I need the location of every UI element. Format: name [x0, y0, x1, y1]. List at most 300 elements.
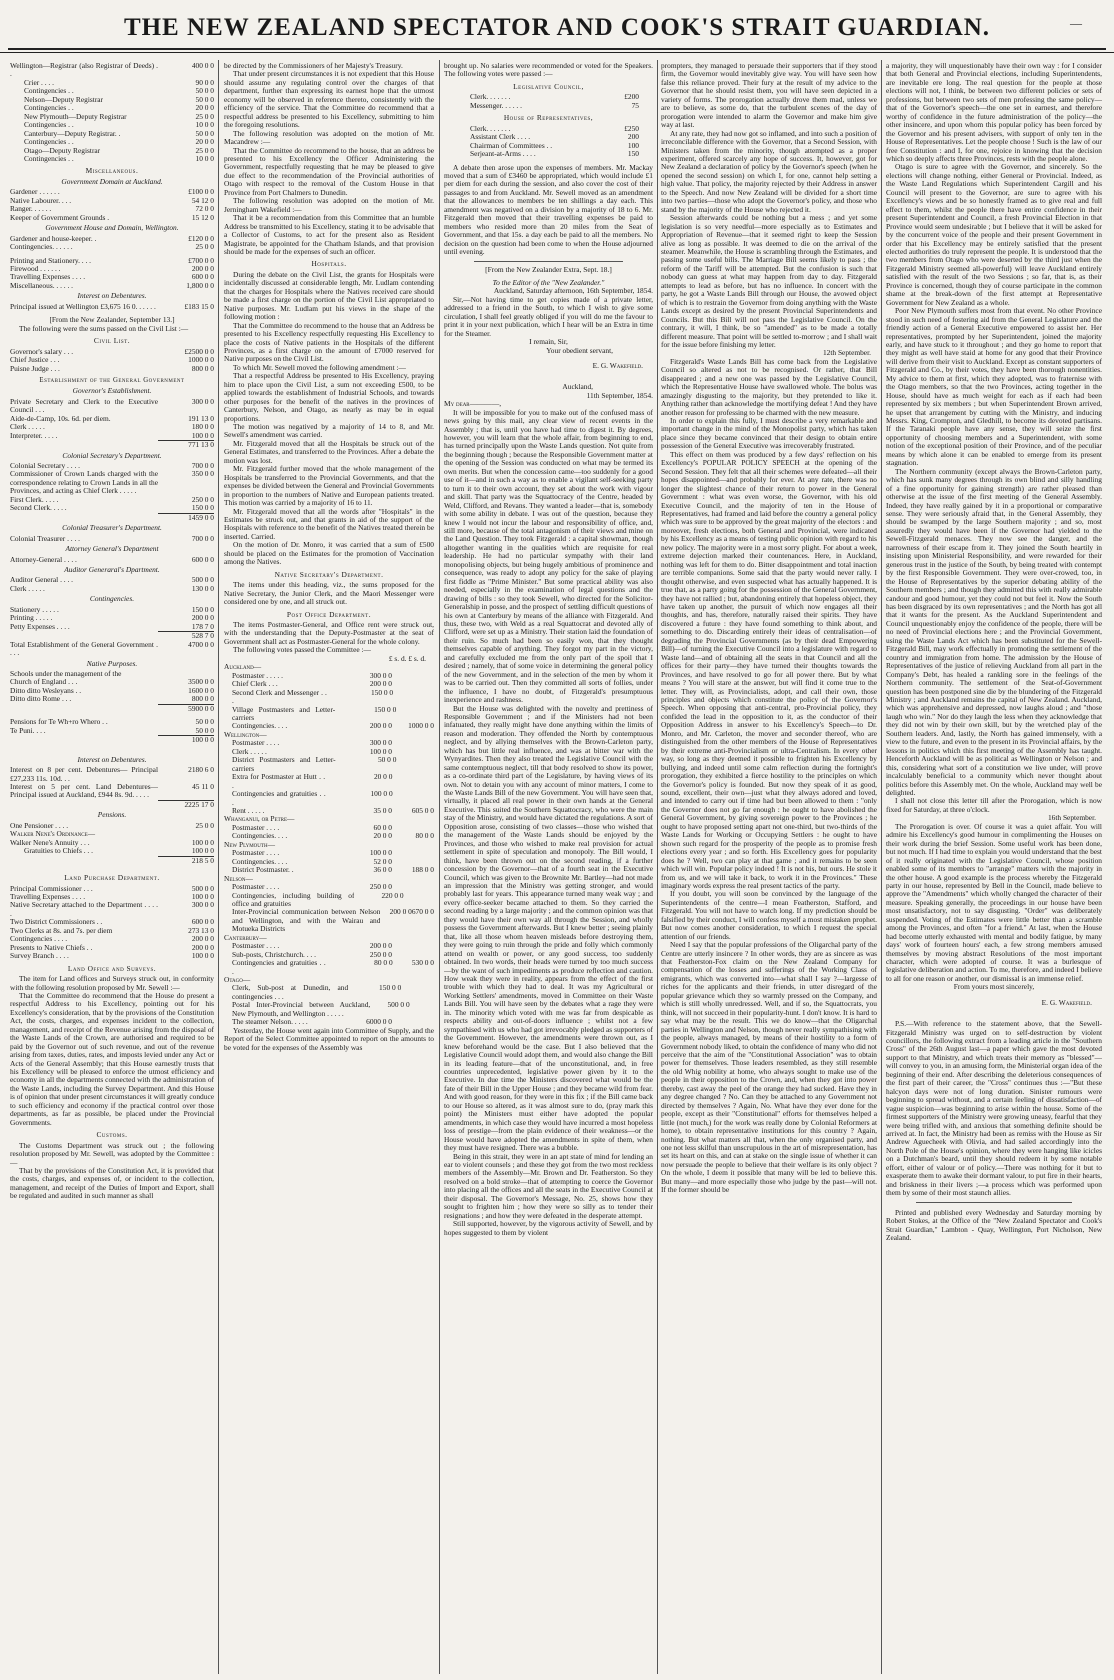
row-label: Principal Commissioner . . . — [10, 884, 93, 893]
subtotal-row: 2225 17 0 — [10, 800, 214, 809]
canterbury-post-table — [224, 942, 434, 976]
section-heading: Land Office and Surveys. — [67, 963, 157, 973]
table-row — [10, 535, 214, 543]
letter-closing: I remain, Sir, — [529, 337, 568, 347]
row-label: Firewood . . . . . . — [10, 264, 61, 273]
paragraph: Need I say that the popular professions of the Oligarchal party of the Centre are utterly insincere ? In other words, they are as sincere as was that Featherston-Fox claim on the New Zealand Company for compensation of the losses and sufferings of the Working Class of emigrants, which was converted into—what shall I say ?—largesse of riches for the applicants and their friends, in utter disregard of the popular grievance which they so warmly pressed on the Company, and which is still wholly unredressed. Well, and if so, the Squattocrats, you think, will not succeed in their popularity-hunt. I don't know. It is hard to say what may be the result. This we do know—that the Oligarchal parties in Wellington and Nelson, though never really sympathising with the people, always managed, by means of their hostility to a form of Government nobody liked, to obtain the confidence of many who did not perceive that the aim of the "Constitutional Association" was to obtain power for themselves. Those leaders resembled, as they still resemble the old Whig nobility at home, who always sought to make use of the people in their opposition to the Crown, and, when they got into power thereby, cast away the peel of the orange they had sucked. Have they in any degree changed ? No. Can they be attached to any Government not directed by themselves ? Again, No. What have they ever done for the people, except as their "Constitutional" efforts for themselves helped a little (not much,) for the work was really done by Colonial Reformers at home), to obtain representative institutions for this country ? Again, nothing. But what matters all that, when the only organised party, and one not less skilful than unscrupulous in the art of misrepresentation, has set its heart on this, and can at stake on the single issue of whether it can now persuade the people to believe that their welfare is its only object ? On the whole, I deem it possible that many will be led to believe this. But many—and more especially those who judge by the past—will not. If the former should be — [661, 940, 877, 1195]
row-label: Postmaster . . . . . — [232, 671, 283, 680]
row-label: Contingencies. . . . — [232, 832, 288, 841]
row-label: Contingencies. . . . — [232, 857, 288, 866]
table-row — [10, 188, 214, 196]
auckland-post-table — [224, 672, 434, 731]
row-label: Chief Justice . . . — [10, 356, 60, 365]
subsection-heading: Attorney General's Department — [65, 544, 159, 554]
province-heading: Otago— — [224, 975, 251, 985]
table-row — [10, 147, 214, 155]
interest-row: Interest on 5 per cent. Land Debentures—Principal issued at Auckland, £944 8s. 9d. . . . . 45 11 0 — [10, 782, 214, 800]
row-value: 80 0 0 — [374, 958, 393, 968]
row-value: 100 0 0 — [369, 848, 392, 858]
source-line: [From the New Zealander, September 13.] — [49, 315, 175, 325]
row-label: First Clerk. . . . . — [10, 495, 59, 504]
paragraph: To which Mr. Sewell moved the following amendment :— — [233, 362, 406, 372]
row-value: 250 0 0 — [369, 949, 392, 959]
row-value: 35 0 0 — [373, 805, 392, 815]
section-heading: Customs. — [96, 1130, 128, 1140]
row-label: Auditor General . . . . — [10, 576, 74, 585]
table-row — [10, 243, 214, 251]
misc-table — [10, 257, 214, 291]
row-value: 600 0 0 — [191, 918, 214, 927]
table-row — [10, 104, 214, 112]
row-label: Interpreter. . . . . — [10, 431, 58, 440]
province-heading: Canterbury— — [224, 932, 267, 942]
row-label: Miscellaneous. . . . . . — [10, 281, 74, 290]
table-row — [10, 197, 214, 205]
paragraph: It will be impossible for you to make out of the confused mass of news going by this mail, any clear view of recent events in the Assembly ; that is, until you have had time to digest it. By degrees, however, you will learn that the whole affair, from beginning to end, has turned principally upon the Waste Lands question. Not quite from the beginning though ; because the Responsible Government matter at the opening of the Session was conducted on what may be termed its own merits. But when the concession came—too suddenly for a good use of it—and in such a way as to enable a vigilant self-seeking party to turn it to their own account, they set about the work with vigour and skill. That party was the Squattocracy of the Centre, headed by Weld, Clifford, and Revans. They wanted a leader—that is, somebody with some ability in debate. I was out of the question, because they knew I would not incur the labour and responsibility of office, and, still more, because of the total antagonism of their views and mine on the Land Question. They took Fitzgerald : a capital showman, though altogether wanting in the qualities which are requisite for real leadership. He had no particular sympathy with their land monopolising objects, but being hugely ambitious of prominence and consequence, was ready to adopt any policy for the sake of playing first fiddle as "Prime Minister." But some practical ability was also needed, especially in the examination of legal questions and the drawing of bills : so they took Sewell, who directed for the Solicitor-Generalship in posse, and the prospect of settling difficult questions of his own at Canterbury by means of the alliance with Fitzgerald. And thus, these two, with Weld as a real Squattocrat and devoted ally of Clifford, were set up as a Ministry. Their station laid the foundation of their ruin. So much had been so easily won, that they thought themselves capable of anything. They forgot my part in the victory, and carefully excluded me from the only part of the spoil that I desired ; namely, that of some voice in determining the general policy of the new Government, and in the selection of the men by whom it was to be carried out. Then they committed all sorts of follies, under the influence, I have no doubt, of Fitzgerald's presumptuous inexperience and rashness. — [444, 407, 653, 705]
row-label: Keeper of Government Grounds . — [10, 213, 110, 222]
row-value: 400 0 0 — [191, 62, 214, 70]
paragraph: I shall not close this letter till after the Prorogation, which is now fixed for Saturday, at three o'clock. — [886, 796, 1102, 814]
paragraph: That it be a recommendation from this Committee that an humble Address be transmitted to his Excellency, stating it to be advisable that a Collector of Customs, to act for the present also as Resident Magistrate, be appointed for the Chatham Islands, and that provision should be made for the expenses of such an officer. — [224, 213, 434, 256]
paragraph: a majority, they will unquestionably have their own way : for I consider that both General and Provincial elections, including Superintendents, are inevitable ere long. The real question for the people at those elections will not, I think, be between two different policies or sets of professions, but between two sets of men professing the same policy—that of the Governor's speech—the one set in earnest, and therefore worthy of confidence in the future administration of the policy—the other insincere, and upon whom this popular policy has been forced by the Governor and his present advisers, with support of only ten in the House of Representatives. Let the people choose ! Such is the law of our free Constitution : and I, for one, rejoice in knowing that the decision which so deeply affects three Provinces, rests with the people alone. — [886, 62, 1102, 163]
row-label: Contingencies. . . . . . — [10, 243, 73, 252]
row-total — [404, 892, 434, 909]
paragraph: Otago is sure to agree with the Governor, and sincerely. So the elections will change nothing, either General or Provincial. Indeed, as the Waste Land Regulations which Superintendent Cargill and his Council will present to the Governor, are sure to agree with his Excellency's views and be so honestly framed as to give real and full effect to them, whilst the people there have entire confidence in their present Superintendent and Council, a fresh Provincial Election in that Province would seem undesirable ; but I believe that it will be asked for by the concurrent voice of the people and their present Government in order that his Excellency may be entirely satisfied that the present elected authorities do truly represent the people. It is understood that the two members from Otago who were deserted by the third just when the Fitzgerald Ministry seemed all-powerful) will leave Auckland entirely satisfied with the result of the two Sessions ; so far, that is, as their Province is concerned, though they of course participate in the common shame at the break-down of the first attempt at Representative Government for New Zealand as a whole. — [886, 162, 1102, 307]
paragraph: That by the provisions of the Constitution Act, it is provided that the costs, charges, and expenses of, or incident to the collection, management, and receipt of the Duties of Import and Export, shall be regulated and audited in such manner as shall — [10, 1166, 214, 1201]
row-label: Gardener and house-keeper. . — [10, 234, 97, 243]
row-value: 273 13 0 — [188, 926, 214, 935]
table-row — [10, 687, 214, 695]
row-label: Postmaster . . . . — [232, 849, 280, 858]
row-value: 200 0 0 — [369, 941, 392, 951]
row-label: Attorney-General . . . . — [10, 555, 77, 564]
row-label: Gratuities to Chiefs . . . — [24, 847, 93, 856]
row-label: Contingencies . . — [24, 104, 74, 113]
row-label: One Pensioner . . . . — [10, 821, 69, 830]
table-row — [224, 706, 434, 723]
row-value: 100 0 0 — [191, 892, 214, 901]
row-value: 220 0 0 — [381, 890, 404, 900]
paragraph: The Prorogation is over. Of course it was a quiet affair. You will admire his Excellency's good humour in complimenting the Houses on their work during the brief Session. Some useful work has been done, but not much. If I had time to explain you would understand that the best of it really originated with the Legislative Council, whose position enabled some of its members to "arrange" matters with the majority in the other house. A good example is the process whereby the Fitzgerald party in our house, represented by Bell in the Council, made believe to approve the "Amendments" which wholly changed the character of their measure. Speaking generally, the proceedings in our house have been most unsatisfactory, not to say disgusting. "Order" was deliberately suspended. Voting of the Estimates were little better than a scramble among the Provinces, and often "for a friend." At last, when the House had become utterly exhausted with mental and bodily fatigue, by many days' work of fourteen hours' each, a few strong members amused themselves by moving abstract Resolutions of the most important character, which were adopted of course. It was a burlesque of legislative deliberation and action. To me, therefore, and indeed I believe to all for one reason or another, our dismissal is an immense relief. — [886, 821, 1102, 983]
row-value: 60 0 0 — [373, 822, 392, 832]
row-label: Two District Commissioners . . — [10, 918, 103, 927]
paragraph: If you doubt, you will soon be convinced by the language of the Superintendents of the centre—I mean Featherston, Stafford, and Fitzgerald. You will not have to watch long. If my prediction should be falsified by their conduct, I will confess myself a most mistaken prophet. But now comes another consideration, to which I request the special attention of our friends. — [661, 889, 877, 941]
table-row — [10, 214, 214, 222]
paragraph: Yesterday, the House went again into Committee of Supply, and the Report of the Select Committee appointed to report on the amounts to be voted for the expenses of the Assembly was — [224, 1025, 434, 1052]
house-salary-table — [444, 125, 653, 159]
row-label: Te Puni. . . . — [10, 726, 46, 735]
row-value: 52 0 0 — [373, 856, 392, 866]
row-total: 605 0 0 — [411, 805, 434, 815]
row-label: Colonial Secretary . . . . — [10, 462, 80, 471]
table-row — [224, 680, 434, 688]
subsection-heading: Government Domain at Auckland. — [61, 176, 163, 186]
row-value: 200 0 0 — [389, 907, 412, 917]
signature: E. G. Wakefield. — [592, 361, 643, 371]
table-row — [444, 102, 653, 110]
row-total — [392, 773, 434, 790]
row-total: 188 0 0 — [411, 865, 434, 875]
row-label: Contingencies and gratuities . . . — [232, 959, 326, 976]
row-label: Second Clerk and Messenger . . . — [232, 688, 327, 706]
table-row — [10, 423, 214, 431]
subsection-heading: Governor's Establishment. — [72, 386, 152, 396]
row-value: 1,800 0 0 — [186, 281, 214, 290]
column-divider — [881, 60, 882, 1674]
table-row — [10, 398, 214, 415]
page-marker: — — [1070, 16, 1082, 30]
province-heading: Wellington— — [224, 729, 267, 739]
table-row — [224, 689, 434, 706]
table-row — [224, 849, 434, 857]
table-row — [10, 695, 214, 703]
table-row — [10, 130, 214, 138]
section-heading: Walker Nene's Ordinance— — [10, 829, 96, 839]
colonial-secretary-table — [10, 462, 214, 513]
subsection-heading: Interest on Debentures. — [77, 291, 147, 301]
imprint: Printed and published every Wednesday and Saturday morning by Robert Stokes, at the Office of the "New Zealand Spectator and Cook's Strait Guardian," Lambton - Quay, Wellington, Port Nicholson, New Zealand. — [886, 1207, 1102, 1242]
row-value: £700 0 0 — [188, 256, 214, 265]
row-label: Gardener . . . . . . — [10, 188, 60, 197]
row-label: Commissioner of Crown Lands charged with the correspondence relating to Crown Lands in all the Provinces, and acting as Chief Clerk . . . . . — [10, 470, 158, 496]
interest-row: Interest on 8 per cent. Debentures— Principal £27,233 11s. 10d. . . 2180 6 0 — [10, 766, 214, 783]
paragraph: Being in this strait, they were in an apt state of mind for lending an ear to violent counsels ; and these they got from the two most reckless members of the Assembly—Mr. Brown and Dr. Featherston. So they resolved on a bold stroke—that of attempting to coerce the Governor into placing all the offices and all the seats in the Executive Council at their disposal. The Governor's Message, No. 25, shows how they sought to frighten him ; how they were so silly as to tender their resignations ; and how they were defeated in the desperate attempt. — [444, 1151, 653, 1220]
table-row — [224, 858, 434, 866]
row-total — [410, 1001, 434, 1018]
table-row — [224, 866, 434, 874]
subtotal-row: 100 0 0 — [10, 735, 214, 744]
row-total — [392, 849, 434, 857]
row-total — [392, 942, 434, 950]
row-value: 500 0 0 — [191, 576, 214, 585]
section-heading: Legislative Council, — [513, 81, 584, 91]
row-total — [392, 672, 434, 680]
row-label: Stationery . . . . . — [10, 605, 59, 614]
table-row — [10, 462, 214, 470]
paragraph: In order to explain this fully, I must describe a very remarkable and important change in the mind of the Monopolist party, which has taken place since they became convinced that their design to obtain entire possession of the General Executive was irrecoverably frustrated. — [661, 416, 877, 451]
row-value: 100 0 0 — [191, 838, 214, 847]
subsection-heading: Auditor Generaral's Dpartment. — [64, 565, 160, 575]
table-row — [10, 257, 214, 265]
row-label: Contingencies . . — [24, 154, 74, 163]
row-value: 6000 0 0 — [366, 1017, 392, 1027]
judicial-table — [10, 62, 214, 163]
section-heading: Post Office Department. — [286, 609, 372, 619]
row-value: 36 0 0 — [373, 865, 392, 875]
row-label: Contingencies . . — [24, 87, 74, 96]
table-row — [10, 606, 214, 614]
row-total: 1000 0 0 — [408, 721, 434, 731]
row-label: Ditto ditto Wesleyans . . — [10, 686, 82, 695]
row-value: 200 — [627, 132, 639, 142]
paragraph: At any rate, they had now got so inflamed, and into such a position of irreconcilable difference with the Governor, that a Second Session, with Ministers taken from the minority, though attempted as a proper experiment, offered scarcely any hope of success. It, however, got for New Zealand a declaration of policy by the Governor's speech (when he opened the second session) on which I, for one, cannot help setting a high value. That policy, the majority rejected by their Address in answer to the Speech. And now New Zealand will be divided for a short time into two parties—those who adopt the Governor's policy, and those who stand by the majority of the House who rejected it. — [661, 128, 877, 214]
interest-row: Principal issued at Wellington £3,675 16 0. . . . . . £183 15 0 — [10, 302, 214, 311]
paragraph: The following resolution was adopted on the motion of Mr. Macandrew :— — [224, 128, 434, 147]
row-value: 100 0 0 — [370, 789, 393, 799]
table-row — [10, 847, 214, 855]
row-value: 191 13 0 — [188, 414, 214, 423]
row-value: 150 0 0 — [191, 605, 214, 614]
row-value: 250 0 0 — [369, 882, 392, 892]
council-salary-table — [444, 93, 653, 110]
row-label: Crier . . . . — [24, 78, 54, 87]
table-row — [10, 365, 214, 373]
letter-dateline: Auckland, Saturday afternoon, 16th September, 1854. — [493, 286, 653, 296]
row-value: 50 0 0 — [377, 755, 397, 765]
row-label: Village Postmasters and Letter-carriers — [232, 705, 336, 722]
row-label: Canterbury—Deputy Registrar. . — [24, 129, 121, 138]
row-value: 50 0 0 — [195, 129, 214, 138]
table-row — [10, 348, 214, 356]
paragraph: That under present circumstances it is not expedient that this House should assume any regulating control over the charges of that department, further than expressing its earnest hope that the utmost economy will be observed in reference thereto, consistently with the efficiency of the service. That the Committee do recommend that a respectful address be presented to his Excellency, submitting to him the foregoing resolutions. — [224, 69, 434, 130]
row-label: Postmaster . . . . — [232, 942, 280, 951]
table-row — [224, 1001, 434, 1018]
new-plymouth-post-table — [224, 849, 434, 874]
row-value: 200 0 0 — [191, 614, 214, 623]
paragraph: Sir,—Not having time to get copies made of a private letter, addressed to a friend in the South, to which I wish to give some circulation, I shall feel greatly obliged if you will do me the favour to print it in your next publication, which I hear will be an Extra in time for the Steamer. — [444, 294, 653, 338]
row-label: Contingencies . . . . — [10, 935, 68, 944]
row-label: Governor's salary . . . — [10, 347, 74, 356]
paragraph: That a respectful Address be presented to His Excellency, praying him to place upon the Civil List, a sum not exceeding £500, to be applied towards the establishment of Industrial Schools, and towards other purposes for the benefit of the natives in the provinces of Canterbury, Nelson, and Otago, as nearly as may be in equal proportions. — [224, 371, 434, 423]
row-value: 300 0 0 — [191, 397, 214, 406]
table-row — [10, 718, 214, 726]
row-value: 3500 0 0 — [188, 678, 214, 687]
newspaper-title: THE NEW ZEALAND SPECTATOR AND COOK'S STRAIT GUARDIAN. — [123, 14, 991, 41]
table-row — [224, 908, 434, 933]
paragraph: The following votes passed the Committee :— — [233, 645, 371, 655]
subsection-heading: Colonial Treasurer's Department. — [62, 523, 162, 533]
row-value: 100 0 0 — [191, 431, 214, 440]
row-value: 10 0 0 — [195, 121, 214, 130]
row-label: Travelling Expenses . . . . — [10, 273, 86, 282]
row-value: 1600 0 0 — [188, 686, 214, 695]
row-value: 300 0 0 — [369, 670, 392, 680]
row-label: Clerk, Sub-post at Dunedin, and contingencies . . . — [232, 984, 349, 1001]
postscript: P.S.—With reference to the statement above, that the Sewell-Fitzgerald Ministry was urged on to self-destruction by violent councillors, the following extract from a leading article in the "Southern Cross" of the 26th August last—a paper which gave the most devoted support to that Ministry, and which treats their memory as "blessed"—will convey to you, in an amusing form, the Ministerial organ idea of the beginning of their end. After describing the deleterious consequences of the first part of their career, the "Cross" continues thus :—"But these halcyon days were not of long duration. Sinister rumours were beginning to spread without, and a certain feeling of dissatisfaction—of vague suspicion—was beginning to arise within the house. Some of the firmest supporters of the Ministry were growing uneasy, fearful that they were being trifled with, and anxious that something definite should be arrived at. In fact, the Ministry had been as remiss with the House as Sir Andrew Aguecheek with Olivia, and had sailed accordingly into the North Pole of the House's opinion, where they were hanging like icicles on a Dutchman's beard, until they should redeem it by some notable effort, either of valour or of policy.—There was nothing for it but to exasperate them to awake their dormant valour, to put fire in their hearts, and briskness in their livers ;—a process which was performed upon them by some of their most staunch allies. — [886, 1019, 1102, 1198]
row-value: 20 0 0 — [195, 138, 214, 147]
whanganui-post-table — [224, 824, 434, 841]
section-heading: Miscellaneous. — [85, 166, 139, 176]
table-row — [224, 892, 434, 909]
nelson-post-table — [224, 883, 434, 934]
table-row — [224, 959, 434, 976]
row-label: Messenger. . . . . . — [470, 100, 522, 110]
row-value: 25 0 0 — [195, 112, 214, 121]
table-row — [224, 773, 434, 790]
table-row — [10, 952, 214, 960]
row-value: 100 0 0 — [369, 746, 392, 756]
column-divider — [218, 60, 219, 1674]
table-row — [10, 496, 214, 504]
row-label: Presents to Native Chiefs . . — [10, 943, 93, 952]
row-label: Clerk . . . . . — [10, 584, 45, 593]
letter-closing: Your obedient servant, — [546, 345, 613, 355]
table-row — [10, 113, 214, 121]
paragraph: Poor New Plymouth suffers most from that event. No other Province stood in such need of fostering aid from the General Legislature and the friendly action of a General Executive empowered to assist her. Her representatives, prompted by her Superintendent, joined the majority early, and have stuck to it throughout ; and they go home to report that they might as well have staid at home for any good that their Province will derive from their visit to Auckland. Except as constant supporters of Fitzgerald and Co., by their votes, they have been thorough nonentities. My advice to them at first, which they adopted, was to fraternise with the Otago members, so that the two Provinces, acting together in the House, should have as much weight for each as if each had been represented by six members ; but when Superintendent Brown arrived, he upset that arrangement by cutting with the Ministry, and inducing Messrs. King, Crompton, and Gledhill, to become its devoted partisans. If the Taranaki people have any sense, they will seize the first opportunity of choosing members and a Superintendent, with some notion of the exceptional position of their Province, and of the peculiar means by which alone it can be enabled to emerge from its present stagnation. — [886, 306, 1102, 468]
paragraph: Mr. Fitzgerald moved that all the Hospitals be struck out of the General Estimates, and transferred to the Provinces. After a debate the motion was lost. — [224, 438, 434, 465]
row-label: Contingencies. . . . — [232, 722, 288, 731]
table-row — [224, 824, 434, 832]
subtotal-row: 1459 0 0 — [10, 513, 214, 522]
otago-post-table — [224, 984, 434, 1026]
row-total — [393, 689, 434, 706]
signature: E. G. Wakefield. — [1041, 998, 1092, 1008]
table-row — [10, 96, 214, 104]
section-heading: Native Secretary's Department. — [274, 569, 384, 579]
subsection-heading: Contingencies. — [89, 594, 135, 604]
column-divider — [439, 60, 440, 1674]
subtotal-row: 5900 0 0 — [10, 704, 214, 713]
paragraph: During the debate on the Civil List, the grants for Hospitals were incidentally discussed at considerable length, Mr. Ludlam contending that the charges for Hospitals where the Natives received care should be made a first charge on the portion of the Civil List appropriated to Native purposes. Mr. Ludlam put his views in the shape of the following motion : — [224, 269, 434, 322]
row-value: 150 0 0 — [370, 687, 394, 697]
subsection-heading: Native Purposes. — [86, 658, 138, 668]
paragraph: A debate then arose upon the expenses of members. Mr. Mackay moved that a sum of £3460 be appropriated, which would include £1 per diem for each during the session, and also cover the cost of their passages to and from Auckland. Mr. Sewell moved as an amendment that the allowances to members be ten shillings a day each. This amendment was negatived on a division by a majority of 18 to 6. Mr. Fitzgerald then moved that their travelling expenses be paid to members who resided more than 20 miles from the Seat of Government, and that 15s. a day each be paid to all the members. No decision on the question had been come to when the House adjourned until evening. — [444, 162, 653, 257]
row-total — [393, 790, 434, 807]
salutation: My dear————, — [444, 399, 502, 409]
paragraph: The Northern community (except always the Brown-Carleton party, which has sunk many degrees through its own blind and silly handling of a fine opportunity for gaining strength) are rather pleased than otherwise at the issue of the first meeting of the General Assembly. Indeed, they have really gained by it in a proportional or comparative sense. They were seriously afraid that, in the General Assembly, they should be swamped by the large Southern majority ; and so, most assuredly they would have been if the Governor had yielded to the Sewell-Fitzgerald menaces. They now see the danger, and the narrowness of their escape from it. They joined the South heartily in insisting upon Ministerial Responsibility, and were rewarded for their generous trust in the justice of the South, by being treated with contempt by the first Responsible Government. They were over-crowed, too, in the House of Representatives by the superior debating ability of the Southern members ; and though they admitted this with really admirable candour and good humour, yet they could not but feel it. Now the South has been disgraced by its own representatives ; and the North has got all that it wants for the present. As the Auckland Superintendent and Council unquestionably enjoy the confidence of the people, there will be no need of Provincial elections here ; and the Provincial Government, using the Waste Lands Act which has been substituted for the Sewell-Fitzgerald Bill, may work effectually in promoting the settlement of the country and immigration from home. The admission by the House of Representatives of the justice of relieving Auckland from all part in the Company's Debt, has healed a rankling sore in the feelings of the Northern community. The settlement of the Seat-of-Government question has been postponed sine die by the blundering of the Fitzgerald Ministry ; and Auckland remains the capital of New Zealand. Auckland, which was apprehensive and depressed, now laughs aloud ; and "those laugh who win." Nor do they laugh the less when they acknowledge that they did not win by their own skill, but by the wretched play of the Southern leaders. And, lastly, the North has gained immensely, with a view to the future, and even to the present in its Provincial affairs, by the lessons in politics which this first meeting of the Assembly has taught. Henceforth Auckland will be as political as Wellington or Nelson ; and this, considering what sort of a constitution we live under, will prove incalculably beneficial to a community which never thought about politics before this Assembly met. On the whole, Auckland may well be delighted. — [886, 466, 1102, 797]
row-value: 300 0 0 — [369, 738, 392, 748]
letter-dateline: Auckland, — [562, 382, 593, 392]
section-heading: Land Purchase Department. — [64, 873, 160, 883]
table-row — [10, 121, 214, 129]
paragraph: Fitzgerald's Waste Lands Bill has come back from the Legislative Council so altered as not to be recognised. Or rather, that Bill disappeared ; and a new one was passed by the Legislative Council, which the Representative House have swallowed whole. The bolus was amazingly disgusting to the majority, but they pretended to like it. Anything rather than acknowledge the mortifying defeat ! And they have another reason for professing to be charmed with the new measure. — [661, 356, 877, 417]
paragraph: Still supported, however, by the vigorous activity of Sewell, and by hopes suggested to them by violent — [444, 1219, 653, 1237]
row-label: Contingencies . . — [24, 138, 74, 147]
row-value: £100 0 0 — [188, 188, 214, 197]
row-label: Clerk. . . . . . . — [470, 92, 511, 102]
row-label: Printing . . . . . — [10, 614, 53, 623]
paragraph: Mr. Fitzgerald moved that all the words after "Hospitals" in the Estimates be struck out, and that grants in aid of the support of the Hospitals with reference to the benefit of the Natives treated therein be inserted. Carried. — [224, 506, 434, 541]
row-value: 90 0 0 — [195, 78, 214, 87]
table-row — [10, 504, 214, 512]
province-heading: Nelson— — [224, 873, 253, 883]
table-row — [10, 893, 214, 901]
row-value: 20 0 0 — [373, 831, 392, 841]
table-row — [10, 470, 214, 495]
paragraph: The following were the sums passed on the Civil List :— — [19, 323, 189, 333]
row-label: Travelling Expenses . . . . — [10, 892, 86, 901]
row-label: Colonial Treasurer . . . . — [10, 534, 81, 543]
column-4 — [661, 62, 877, 1674]
row-label: Clerk . . . . . — [10, 423, 45, 432]
table-row — [224, 672, 434, 680]
column-3 — [444, 62, 653, 1674]
row-value: 700 0 0 — [191, 534, 214, 543]
row-total: 80 0 0 — [415, 831, 434, 841]
table-row — [10, 727, 214, 735]
row-value: 150 — [627, 149, 639, 159]
subtotal-row: 218 5 0 — [10, 856, 214, 865]
row-label: Survey Branch . . . . — [10, 952, 69, 961]
row-value: £120 0 0 — [188, 234, 214, 243]
walker-nene-table — [10, 839, 214, 856]
row-label: Printing and Stationery. . . . — [10, 256, 92, 265]
row-value: 54 12 0 — [191, 196, 214, 205]
table-row — [10, 282, 214, 290]
table-row — [10, 944, 214, 952]
subtotal-row: 771 13 0 — [10, 440, 214, 449]
row-total — [401, 984, 434, 1001]
row-label: New Plymouth—Deputy Registrar — [24, 112, 127, 121]
row-value: 150 0 0 — [379, 983, 402, 993]
row-total: 670 0 0 — [411, 907, 434, 917]
row-label: Wellington—Registrar (also Registrar of Deeds) . . — [10, 62, 158, 79]
letter-dateline: 11th September, 1854. — [586, 390, 653, 400]
letter-dateline: 16th September. — [1047, 813, 1096, 823]
row-value: 800 0 0 — [191, 695, 214, 704]
row-value: £2500 0 0 — [184, 347, 214, 356]
row-value: 72 0 0 — [195, 205, 214, 214]
row-label: Puisne Judge . . . — [10, 364, 60, 373]
table-row — [10, 235, 214, 243]
row-label: Ditto ditto Rome . . . — [10, 695, 72, 704]
row-label: Otago—Deputy Registrar — [24, 146, 101, 155]
row-value: 200 0 0 — [369, 721, 392, 731]
row-label: District Postmaster. . — [232, 866, 294, 875]
table-row — [10, 935, 214, 943]
table-row — [10, 839, 214, 847]
subsection-heading: Interest on Debentures. — [77, 754, 147, 764]
row-value: 130 0 0 — [191, 584, 214, 593]
table-row — [10, 79, 214, 87]
row-label: Chairman of Committees . . — [470, 140, 553, 150]
province-heading: Auckland— — [224, 662, 262, 672]
row-total — [396, 756, 434, 773]
table-row — [10, 576, 214, 584]
row-value: 15 12 0 — [191, 213, 214, 222]
domain-auckland-table — [10, 188, 214, 222]
row-label: Inter-Provincial communication between Nelson and Wellington, and with the Wairau and Motueka Districts — [232, 908, 381, 934]
paragraph: That the Committee do recommend to the house, that an address be presented to his Excellency the Officer Administering the Government, respectfully requesting that he may be pleased to give due effect to the recommendation of the Provincial authorities of Otago with respect to the removal of the Custom House in that Province from Port Chalmers to Dunedin. — [224, 145, 434, 197]
row-value: 100 0 0 — [191, 952, 214, 961]
row-label: Contingencies . . — [24, 121, 74, 130]
table-row — [224, 756, 434, 773]
row-label: Walker Nene's Annuity . . . — [10, 838, 90, 847]
row-label: Two Clerks at 8s. and 7s. per diem — [10, 926, 113, 935]
row-label: Chief Clerk . . . — [232, 680, 278, 689]
table-row — [10, 62, 214, 79]
table-row — [10, 415, 214, 423]
table-row — [10, 356, 214, 364]
total-establishment-row: Total Establishment of the General Government . . . . 4700 0 0 — [10, 640, 214, 658]
row-value: 500 0 0 — [191, 884, 214, 893]
row-label: Clerk. . . . . . . — [470, 123, 511, 133]
table-row — [10, 273, 214, 281]
row-value: 500 0 0 — [387, 1000, 410, 1010]
letter-dateline: 12th September. — [822, 348, 871, 358]
paragraph: brought up. No salaries were recommended or voted for the Speakers. The following votes were passed :— — [444, 62, 653, 79]
row-value: 350 0 0 — [191, 470, 214, 479]
paragraph: The motion was negatived by a majority of 14 to 8, and Mr. Sewell's amendment was carried. — [224, 422, 434, 440]
table-row — [224, 951, 434, 959]
subsection-heading: Government House and Domain, Wellington. — [45, 223, 179, 233]
row-label: Nelson—Deputy Registrar — [24, 95, 104, 104]
row-value: £200 — [624, 92, 639, 102]
section-heading: Establishment of the General Government — [39, 376, 185, 384]
paragraph: That the Committee do recommend to the house that an Address be presented to his Excellency respectfully requesting His Excellency to place the costs of Native patients in the Hospitals of the different Provinces, as a first charge on the amount of £7000 reserved for Native purposes on the Civil List. — [224, 320, 434, 364]
table-row — [10, 265, 214, 273]
row-label: The steamer Nelson. . . . . — [232, 1018, 308, 1027]
row-value: 200 0 0 — [369, 679, 392, 689]
column-5 — [886, 62, 1102, 1674]
row-value: 25 0 0 — [195, 243, 214, 252]
row-value: 20 0 0 — [195, 104, 214, 113]
paragraph: That the Committee do recommend that the House do present a respectful Address to his Excellency, pointing out for his Excellency's consideration, that by the provisions of the Constitution Act, the costs, charges, and expenses incident to the collection, management, and receipt of the Revenue arising from the disposal of the Waste Lands of the Crown, are authorised and required to be paid by the Governor out of such revenue, and out of the revenue arising from taxes, duties, rates, and imposts levied under any Act or Acts of the General Assembly; that this House earnestly trusts that his Excellency will be pleased to enforce the utmost efficiency and economy in all the departments connected with the administration of the Waste Lands, including the Survey Department. And this House is of opinion that under present circumstances it will greatly conduce to such efficiency and economy if the practical control over those departments, as far as possible, be placed under the Provincial Governments. — [10, 990, 214, 1127]
table-row — [224, 790, 434, 807]
table-row — [10, 205, 214, 213]
source-line: [From the New Zealander Extra, Sept. 18.] — [485, 264, 612, 274]
table-row — [224, 942, 434, 950]
